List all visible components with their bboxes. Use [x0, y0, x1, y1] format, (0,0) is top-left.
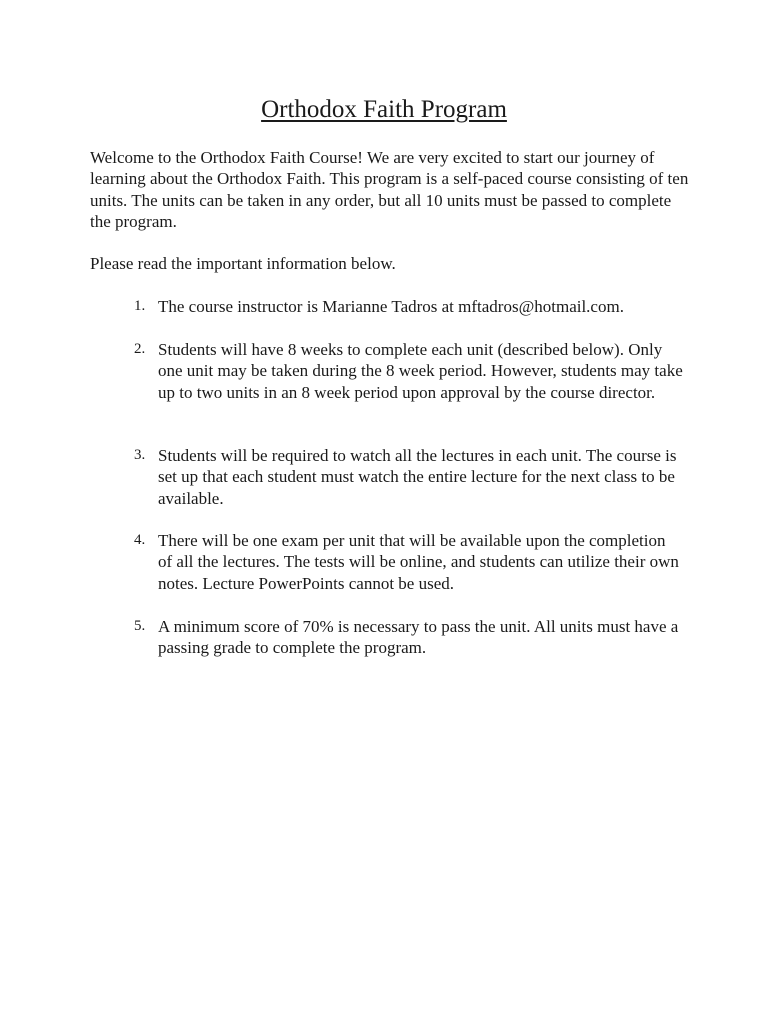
list-item-number: 3.	[134, 447, 146, 463]
list-item-text: There will be one exam per unit that will be available upon the completion of all the lectures. The tests will be online, and students can utilize their own notes. Lecture PowerPoints cannot be used.	[158, 531, 679, 593]
list-item-number: 5.	[134, 618, 146, 634]
list-item-text: Students will be required to watch all the lectures in each unit. The course is set up that each student must watch the entire lecture for the next class to be available.	[158, 446, 677, 508]
list-item-text: A minimum score of 70% is necessary to pass the unit. All units must have a passing grade to complete the program.	[158, 617, 679, 658]
list-item-text: The course instructor is Marianne Tadros at mftadros@hotmail.com.	[158, 297, 624, 316]
list-item-number: 2.	[134, 341, 146, 357]
intro-paragraph: Welcome to the Orthodox Faith Course! We are very excited to start our journey of learning about the Orthodox Faith. This program is a self-paced course consisting of ten units. The units can be taken in any order, but all 10 units must be passed to complete the program.	[90, 148, 689, 231]
list-item-number: 4.	[134, 532, 146, 548]
list-item-text: Students will have 8 weeks to complete each unit (described below). Only one unit may be taken during the 8 week period. However, students may take up to two units in an 8 week period upon approval by the course director.	[158, 340, 683, 402]
read-note-paragraph: Please read the important information below.	[90, 254, 396, 273]
list-item-number: 1.	[134, 298, 146, 314]
document-title: Orthodox Faith Program	[261, 96, 507, 123]
